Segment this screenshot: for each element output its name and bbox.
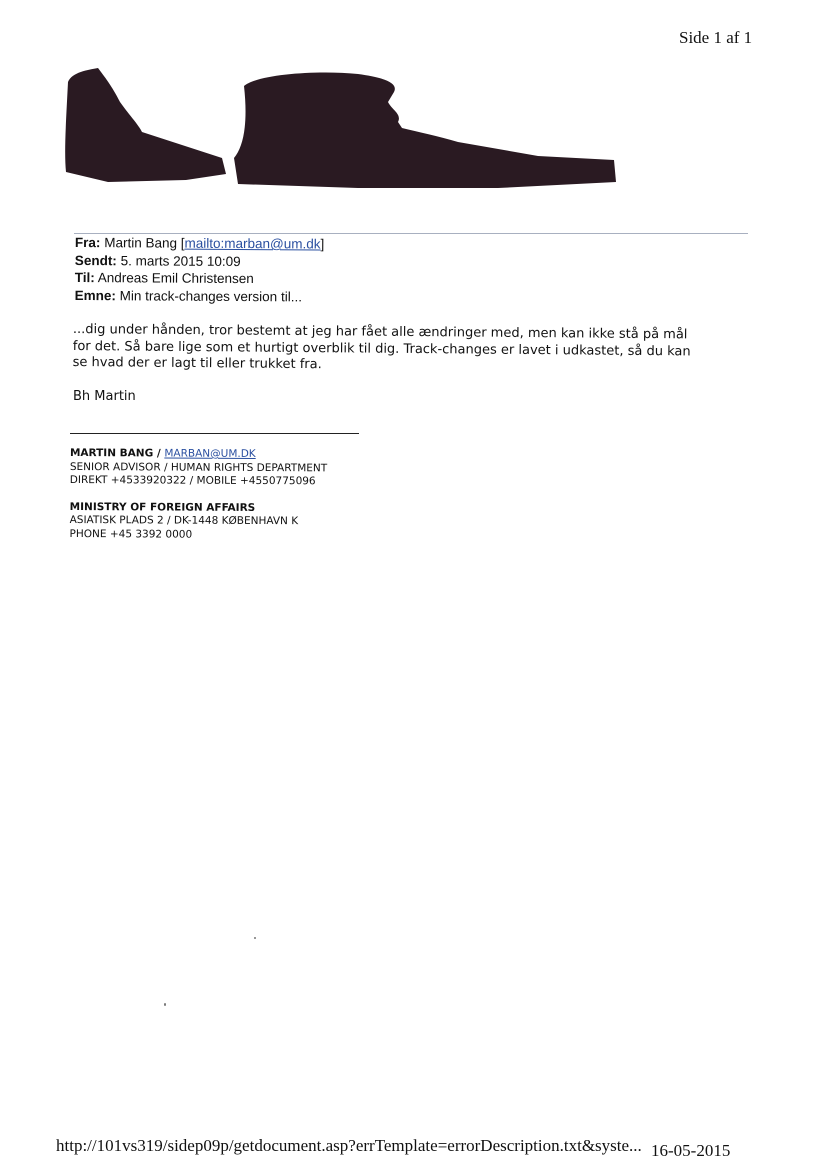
subject-row [75,286,675,307]
signature-address: ASIATISK PLADS 2 / DK-1448 KØBENHAVN K [69,513,299,528]
sent-label: Sendt: [74,252,117,268]
subject-label: Emne: [74,287,116,303]
scan-speck [254,937,256,939]
signature-phones: DIREKT +4533920322 / MOBILE +4550775096 [69,473,316,488]
signature-phone: PHONE +45 3392 0000 [69,527,193,541]
email-signature [70,447,490,543]
footer-date: 16-05-2015 [651,1141,731,1160]
from-label: Fra: [74,234,101,251]
to-label: Til: [74,269,95,286]
footer-url: http://101vs319/sidep09p/getdocument.asp?errTemplate=errorDescription.txt&syste... [56,1136,642,1155]
page-number: Side 1 af 1 [679,28,753,47]
redaction-marker [58,62,628,197]
signature-separator: / [153,447,165,460]
email-headers [75,234,675,308]
subject-value: Min track-changes version til... [119,287,303,304]
body-line: se hvad der er lagt til eller trukket fra. [72,354,322,373]
to-value: Andreas Emil Christensen [97,270,254,287]
signature-title: SENIOR ADVISOR / HUMAN RIGHTS DEPARTMENT [69,460,328,474]
redaction-block-right [234,73,616,189]
signature-email-link[interactable]: MARBAN@UM.DK [164,447,256,460]
signature-rule [70,433,359,434]
email-signoff: Bh Martin [73,389,136,404]
scan-speck [164,1003,166,1006]
from-link-open: [ [180,235,185,251]
signature-name: MARTIN BANG [69,447,154,460]
from-link-close: ] [320,236,325,252]
email-body [73,322,753,377]
redaction-block-left [65,68,226,182]
body-line: for det. Så bare lige som et hurtigt overblik til dig. Track-changes er lavet i udkastet, så du kan [72,338,691,359]
from-email-link[interactable]: mailto:marban@um.dk [184,235,321,252]
from-name: Martin Bang [104,235,178,251]
body-line: ...dig under hånden, tror bestemt at jeg har fået alle ændringer med, men kan ikke stå på mål [72,322,688,343]
sent-value: 5. marts 2015 10:09 [120,252,241,269]
signature-org: MINISTRY OF FOREIGN AFFAIRS [69,500,256,514]
